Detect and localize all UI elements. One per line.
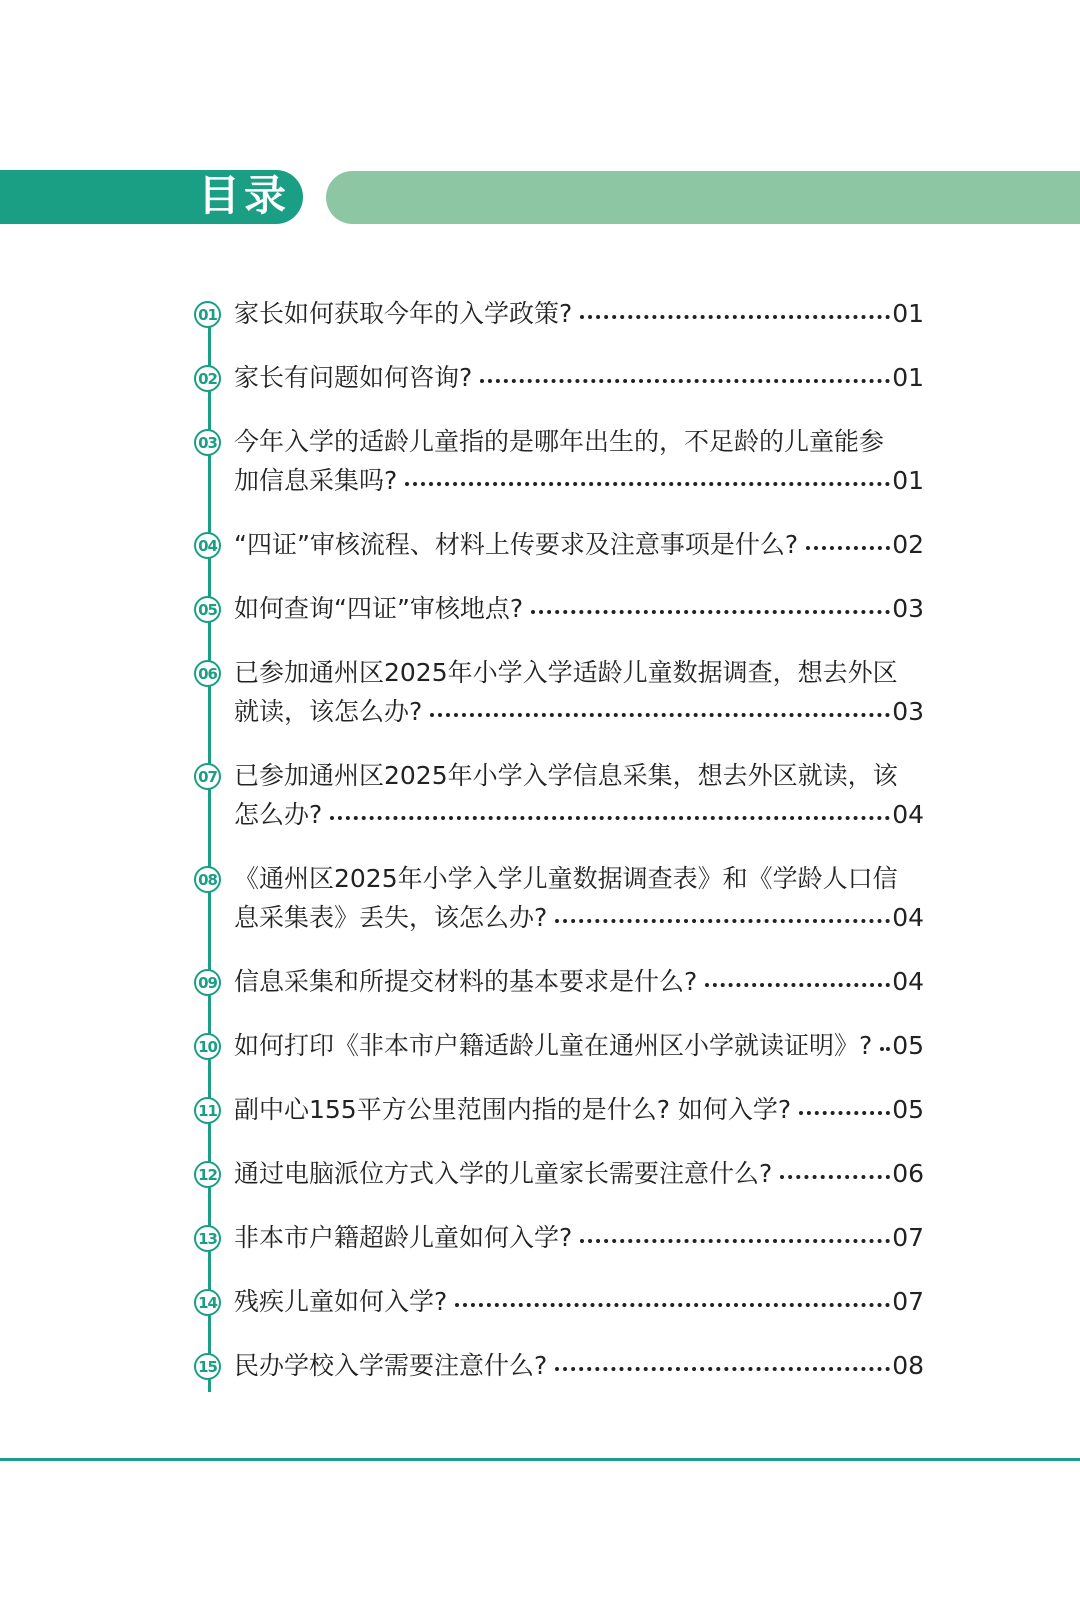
- toc-entry-text: [234, 525, 924, 564]
- toc-entry-text: [234, 859, 924, 937]
- toc-number-badge: 07: [194, 763, 221, 790]
- toc-leader-dots: [580, 315, 890, 319]
- toc-entry-text: [234, 358, 924, 397]
- toc-number-badge: 15: [194, 1353, 221, 1380]
- toc-entry-text: [234, 1154, 924, 1193]
- toc-number-badge: 01: [194, 301, 221, 328]
- toc-entry-text: [234, 422, 924, 500]
- toc-entry-line: 如何查询“四证”审核地点?: [234, 594, 524, 623]
- toc-entry-text: [234, 1026, 924, 1065]
- toc-entry-line: 怎么办?: [234, 800, 323, 829]
- toc-entry-line: 家长如何获取今年的入学政策?: [234, 299, 573, 328]
- toc-entry-text: [234, 756, 924, 834]
- toc-entry-line: 家长有问题如何咨询?: [234, 363, 473, 392]
- toc-number-badge: 10: [194, 1033, 221, 1060]
- toc-page-number: 03: [892, 594, 924, 623]
- toc-number-badge: 08: [194, 866, 221, 893]
- toc-entry-text: [234, 1218, 924, 1257]
- toc-number-badge: 13: [194, 1225, 221, 1252]
- toc-page-number: 05: [892, 1095, 924, 1124]
- toc-page-number: 01: [892, 466, 924, 495]
- toc-entry-text: [234, 653, 924, 731]
- toc-entry-line: 今年入学的适龄儿童指的是哪年出生的，不足龄的儿童能参: [234, 427, 885, 456]
- toc-page-number: 07: [892, 1287, 924, 1316]
- toc-entry-text: [234, 1346, 924, 1385]
- toc-number-badge: 14: [194, 1289, 221, 1316]
- toc-entry-line: 非本市户籍超龄儿童如何入学?: [234, 1223, 573, 1252]
- toc-number-badge: 06: [194, 660, 221, 687]
- toc-leader-dots: [555, 919, 890, 923]
- toc-number-badge: 02: [194, 365, 221, 392]
- toc-leader-dots: [780, 1175, 890, 1179]
- toc-entry-line: 《通州区2025年小学入学儿童数据调查表》和《学龄人口信: [234, 864, 898, 893]
- toc-number-badge: 05: [194, 596, 221, 623]
- toc-entry-line: 已参加通州区2025年小学入学信息采集，想去外区就读，该: [234, 761, 898, 790]
- toc-leader-dots: [330, 816, 890, 820]
- toc-number-badge: 03: [194, 429, 221, 456]
- toc-number-badge: 09: [194, 969, 221, 996]
- toc-page-number: 01: [892, 363, 924, 392]
- toc-page-number: 08: [892, 1351, 924, 1380]
- toc-number-badge: 12: [194, 1161, 221, 1188]
- toc-page-number: 04: [892, 800, 924, 829]
- toc-page-number: 06: [892, 1159, 924, 1188]
- toc-number-badge: 04: [194, 532, 221, 559]
- toc-number-badge: 11: [194, 1097, 221, 1124]
- toc-leader-dots: [806, 546, 890, 550]
- toc-page-number: 07: [892, 1223, 924, 1252]
- toc-entry-text: [234, 1282, 924, 1321]
- page-title: 目录: [198, 171, 291, 220]
- toc-page-number: 02: [892, 530, 924, 559]
- toc-entry-line: 如何打印《非本市户籍适龄儿童在通州区小学就读证明》?: [234, 1031, 873, 1060]
- toc-leader-dots: [531, 610, 890, 614]
- toc-leader-dots: [799, 1111, 890, 1115]
- toc-leader-dots: [555, 1367, 890, 1371]
- toc-entry-line: 残疾儿童如何入学?: [234, 1287, 448, 1316]
- toc-page-number: 05: [892, 1031, 924, 1060]
- toc-entry-line: 通过电脑派位方式入学的儿童家长需要注意什么?: [234, 1159, 773, 1188]
- toc-entry-text: [234, 962, 924, 1001]
- toc-leader-dots: [705, 983, 890, 987]
- toc-entry-line: 就读，该怎么办?: [234, 697, 423, 726]
- toc-page-number: 04: [892, 903, 924, 932]
- toc-entry-line: 副中心155平方公里范围内指的是什么? 如何入学?: [234, 1095, 792, 1124]
- toc-leader-dots: [880, 1047, 890, 1051]
- toc-entry-line: 已参加通州区2025年小学入学适龄儿童数据调查，想去外区: [234, 658, 898, 687]
- toc-entry-line: 加信息采集吗?: [234, 466, 398, 495]
- toc-leader-dots: [455, 1303, 890, 1307]
- toc-entry-text: [234, 294, 924, 333]
- toc-entry-text: [234, 589, 924, 628]
- toc-leader-dots: [480, 379, 890, 383]
- toc-page-number: 01: [892, 299, 924, 328]
- toc-entry-text: [234, 1090, 924, 1129]
- header-decoration-bar: [326, 171, 1080, 224]
- toc-entry-line: 民办学校入学需要注意什么?: [234, 1351, 548, 1380]
- toc-entry-line: 信息采集和所提交材料的基本要求是什么?: [234, 967, 698, 996]
- toc-leader-dots: [405, 482, 890, 486]
- footer-divider: [0, 1458, 1080, 1461]
- toc-entry-line: 息采集表》丢失，该怎么办?: [234, 903, 548, 932]
- toc-entry-line: “四证”审核流程、材料上传要求及注意事项是什么?: [234, 530, 799, 559]
- toc-page-number: 04: [892, 967, 924, 996]
- toc-page-number: 03: [892, 697, 924, 726]
- toc-leader-dots: [580, 1239, 890, 1243]
- toc-leader-dots: [430, 713, 890, 717]
